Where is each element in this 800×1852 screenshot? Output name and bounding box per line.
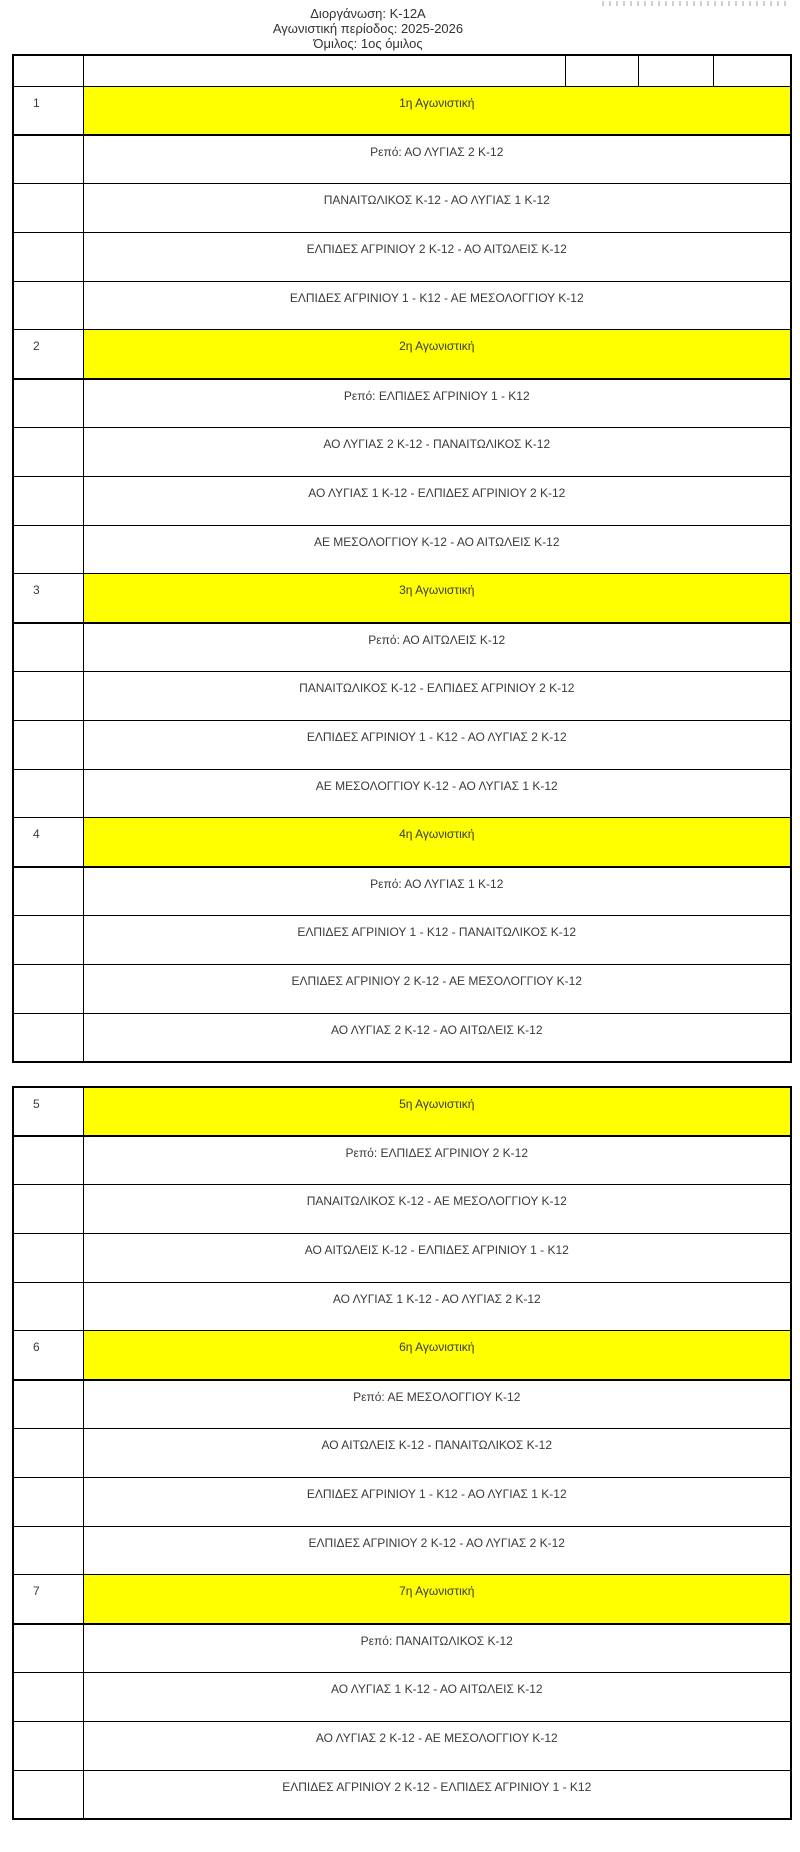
matchday-header-row: [13, 1575, 791, 1624]
row-number-cell: [13, 232, 83, 281]
matchday-number: 7: [13, 1575, 83, 1624]
row-number-cell: [13, 1770, 83, 1819]
matchday-number: 6: [13, 1331, 83, 1380]
fixture-text: ΑΟ ΑΙΤΩΛΕΙΣ Κ-12 - ΠΑΝΑΙΤΩΛΙΚΟΣ Κ-12: [83, 1429, 791, 1478]
matchday-title: 7η Αγωνιστική: [83, 1575, 791, 1624]
fixture-row: [13, 1013, 791, 1062]
row-number-cell: [13, 769, 83, 818]
matchday-title: 3η Αγωνιστική: [83, 574, 791, 623]
fixture-text: ΑΕ ΜΕΣΟΛΟΓΓΙΟΥ Κ-12 - ΑΟ ΑΙΤΩΛΕΙΣ Κ-12: [83, 525, 791, 574]
row-number-cell: [13, 964, 83, 1013]
row-number-cell: [13, 1429, 83, 1478]
header-cell-5: [713, 55, 791, 86]
bye-text: Ρεπό: ΑΟ ΑΙΤΩΛΕΙΣ Κ-12: [83, 623, 791, 672]
empty-header-row: [13, 55, 791, 86]
fixture-row: [13, 1477, 791, 1526]
fixture-text: ΕΛΠΙΔΕΣ ΑΓΡΙΝΙΟΥ 1 - Κ12 - ΑΟ ΛΥΓΙΑΣ 2 Κ-12: [83, 720, 791, 769]
bye-text: Ρεπό: ΠΑΝΑΙΤΩΛΙΚΟΣ Κ-12: [83, 1624, 791, 1673]
matchday-number: 5: [13, 1087, 83, 1136]
fixture-row: [13, 1282, 791, 1331]
fixture-text: ΕΛΠΙΔΕΣ ΑΓΡΙΝΙΟΥ 1 - Κ12 - ΑΕ ΜΕΣΟΛΟΓΓΙΟΥ Κ-12: [83, 281, 791, 330]
row-number-cell: [13, 1233, 83, 1282]
fixture-text: ΑΟ ΛΥΓΙΑΣ 2 Κ-12 - ΠΑΝΑΙΤΩΛΙΚΟΣ Κ-12: [83, 428, 791, 477]
bye-text: Ρεπό: ΕΛΠΙΔΕΣ ΑΓΡΙΝΙΟΥ 1 - Κ12: [83, 379, 791, 428]
fixture-row: [13, 1233, 791, 1282]
row-number-cell: [13, 1282, 83, 1331]
fixture-row: [13, 1721, 791, 1770]
fixture-row: [13, 964, 791, 1013]
fixture-text: ΕΛΠΙΔΕΣ ΑΓΡΙΝΙΟΥ 1 - Κ12 - ΠΑΝΑΙΤΩΛΙΚΟΣ Κ-12: [83, 916, 791, 965]
row-number-cell: [13, 623, 83, 672]
fixtures-table-1: [12, 54, 792, 1063]
fixture-text: ΕΛΠΙΔΕΣ ΑΓΡΙΝΙΟΥ 2 Κ-12 - ΑΕ ΜΕΣΟΛΟΓΓΙΟΥ Κ-12: [83, 964, 791, 1013]
row-number-cell: [13, 867, 83, 916]
bye-text: Ρεπό: ΑΕ ΜΕΣΟΛΟΓΓΙΟΥ Κ-12: [83, 1380, 791, 1429]
fixtures-table-2: [12, 1086, 792, 1820]
row-number-cell: [13, 1013, 83, 1062]
group-title: Όμιλος: 1ος όμιλος: [313, 36, 423, 51]
fixture-text: ΠΑΝΑΙΤΩΛΙΚΟΣ Κ-12 - ΕΛΠΙΔΕΣ ΑΓΡΙΝΙΟΥ 2 Κ-12: [83, 672, 791, 721]
fixture-text: ΕΛΠΙΔΕΣ ΑΓΡΙΝΙΟΥ 2 Κ-12 - ΕΛΠΙΔΕΣ ΑΓΡΙΝΙΟΥ 1 - Κ12: [83, 1770, 791, 1819]
matchday-title: 2η Αγωνιστική: [83, 330, 791, 379]
fixture-row: [13, 1673, 791, 1722]
season-title: Αγωνιστική περίοδος: 2025-2026: [272, 21, 464, 36]
bye-row: [13, 379, 791, 428]
fixture-row: [13, 184, 791, 233]
fixture-row: [13, 428, 791, 477]
bye-row: [13, 1380, 791, 1429]
matchday-title: 6η Αγωνιστική: [83, 1331, 791, 1380]
bye-row: [13, 1136, 791, 1185]
fixture-text: ΕΛΠΙΔΕΣ ΑΓΡΙΝΙΟΥ 2 Κ-12 - ΑΟ ΛΥΓΙΑΣ 2 Κ-12: [83, 1526, 791, 1575]
matchday-header-row: [13, 330, 791, 379]
fixture-row: [13, 720, 791, 769]
matchday-title: 5η Αγωνιστική: [83, 1087, 791, 1136]
fixture-row: [13, 476, 791, 525]
header-cell-2: [83, 55, 565, 86]
row-number-cell: [13, 135, 83, 184]
matchday-header-row: [13, 1087, 791, 1136]
row-number-cell: [13, 1477, 83, 1526]
matchday-number: 3: [13, 574, 83, 623]
header-cell-4: [638, 55, 713, 86]
matchday-number: 4: [13, 818, 83, 867]
fixture-text: ΕΛΠΙΔΕΣ ΑΓΡΙΝΙΟΥ 2 Κ-12 - ΑΟ ΑΙΤΩΛΕΙΣ Κ-12: [83, 232, 791, 281]
row-number-cell: [13, 428, 83, 477]
document-title-block: [12, 6, 724, 51]
row-number-cell: [13, 916, 83, 965]
fixture-row: [13, 916, 791, 965]
fixture-row: [13, 1429, 791, 1478]
fixture-row: [13, 672, 791, 721]
fixture-text: ΕΛΠΙΔΕΣ ΑΓΡΙΝΙΟΥ 1 - Κ12 - ΑΟ ΛΥΓΙΑΣ 1 Κ-12: [83, 1477, 791, 1526]
fixture-row: [13, 281, 791, 330]
header-cell-3: [565, 55, 638, 86]
fixture-text: ΑΟ ΛΥΓΙΑΣ 1 Κ-12 - ΕΛΠΙΔΕΣ ΑΓΡΙΝΙΟΥ 2 Κ-12: [83, 476, 791, 525]
fixture-row: [13, 769, 791, 818]
bye-text: Ρεπό: ΑΟ ΛΥΓΙΑΣ 1 Κ-12: [83, 867, 791, 916]
header-cell-1: [13, 55, 83, 86]
fixture-text: ΑΟ ΛΥΓΙΑΣ 2 Κ-12 - ΑΕ ΜΕΣΟΛΟΓΓΙΟΥ Κ-12: [83, 1721, 791, 1770]
row-number-cell: [13, 1721, 83, 1770]
matchday-header-row: [13, 574, 791, 623]
bye-row: [13, 867, 791, 916]
row-number-cell: [13, 184, 83, 233]
row-number-cell: [13, 1526, 83, 1575]
row-number-cell: [13, 1136, 83, 1185]
bye-text: Ρεπό: ΑΟ ΛΥΓΙΑΣ 2 Κ-12: [83, 135, 791, 184]
fixture-text: ΑΟ ΛΥΓΙΑΣ 1 Κ-12 - ΑΟ ΑΙΤΩΛΕΙΣ Κ-12: [83, 1673, 791, 1722]
fixture-row: [13, 1770, 791, 1819]
bye-row: [13, 135, 791, 184]
fixture-row: [13, 232, 791, 281]
matchday-header-row: [13, 818, 791, 867]
matchday-header-row: [13, 1331, 791, 1380]
row-number-cell: [13, 379, 83, 428]
matchday-header-row: [13, 86, 791, 135]
fixture-text: ΑΟ ΛΥΓΙΑΣ 1 Κ-12 - ΑΟ ΛΥΓΙΑΣ 2 Κ-12: [83, 1282, 791, 1331]
matchday-title: 1η Αγωνιστική: [83, 86, 791, 135]
bye-row: [13, 1624, 791, 1673]
competition-title: Διοργάνωση: Κ-12Α: [310, 6, 426, 21]
row-number-cell: [13, 476, 83, 525]
bye-text: Ρεπό: ΕΛΠΙΔΕΣ ΑΓΡΙΝΙΟΥ 2 Κ-12: [83, 1136, 791, 1185]
row-number-cell: [13, 1380, 83, 1429]
row-number-cell: [13, 720, 83, 769]
matchday-title: 4η Αγωνιστική: [83, 818, 791, 867]
row-number-cell: [13, 1185, 83, 1234]
matchday-number: 1: [13, 86, 83, 135]
fixture-row: [13, 1185, 791, 1234]
fixture-text: ΠΑΝΑΙΤΩΛΙΚΟΣ Κ-12 - ΑΕ ΜΕΣΟΛΟΓΓΙΟΥ Κ-12: [83, 1185, 791, 1234]
fixture-text: ΑΟ ΛΥΓΙΑΣ 2 Κ-12 - ΑΟ ΑΙΤΩΛΕΙΣ Κ-12: [83, 1013, 791, 1062]
fixture-row: [13, 525, 791, 574]
fixture-row: [13, 1526, 791, 1575]
fixture-text: ΑΟ ΑΙΤΩΛΕΙΣ Κ-12 - ΕΛΠΙΔΕΣ ΑΓΡΙΝΙΟΥ 1 - Κ12: [83, 1233, 791, 1282]
fixture-text: ΑΕ ΜΕΣΟΛΟΓΓΙΟΥ Κ-12 - ΑΟ ΛΥΓΙΑΣ 1 Κ-12: [83, 769, 791, 818]
bye-row: [13, 623, 791, 672]
row-number-cell: [13, 672, 83, 721]
matchday-number: 2: [13, 330, 83, 379]
row-number-cell: [13, 525, 83, 574]
row-number-cell: [13, 281, 83, 330]
fixture-text: ΠΑΝΑΙΤΩΛΙΚΟΣ Κ-12 - ΑΟ ΛΥΓΙΑΣ 1 Κ-12: [83, 184, 791, 233]
row-number-cell: [13, 1673, 83, 1722]
row-number-cell: [13, 1624, 83, 1673]
